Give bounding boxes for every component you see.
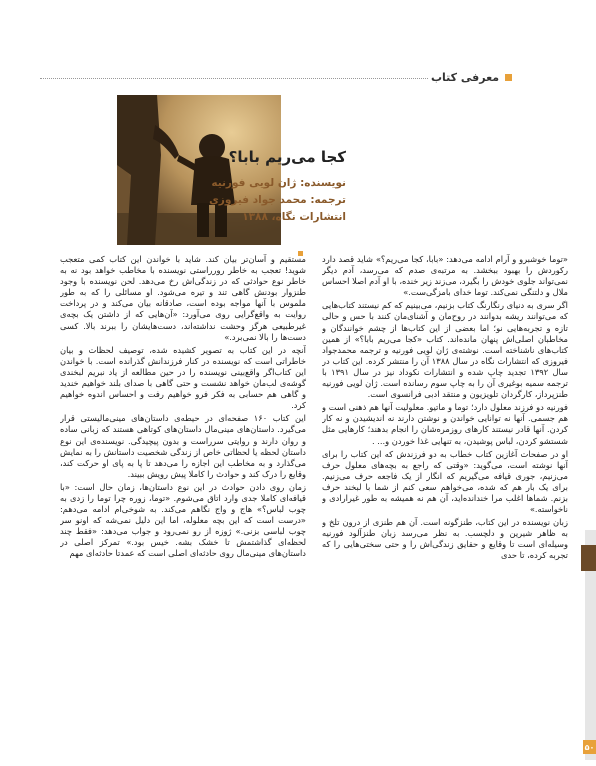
paragraph: «توما خوشبرو و آرام ادامه می‌دهد: «بابا، کجا می‌ریم؟» شاید قصد دارد رکوردش را بهبود ببخشد. به مرتبه‌ی صدم که می‌رسد، آدم دیگر نمی‌تواند جلوی خودش را بگیرد، می‌زند زیر خنده، با او آدم اصلا احساس ملال و دلتنگی نمی‌کند. توما خدای بامزگی‌ست.»	[322, 254, 568, 298]
book-title: کجا می‌ریم بابا؟	[228, 148, 346, 166]
paragraph: زبان نویسنده در این کتاب، طنزگونه است. آن هم طنزی از درون تلخ و به ظاهر شیرین و دلچسب. به نظر می‌رسد زبان طنزآلود فورنیه وسیله‌ای است تا وقایع و حقایق زندگی‌اش را و حتی سختی‌هایی را که تجربه کرده، تا حدی	[322, 517, 568, 561]
paragraph: این کتاب ۱۶۰ صفحه‌ای در حیطه‌ی داستان‌های مینی‌مالیستی قرار می‌گیرد. داستان‌های مینی‌مال داستان‌های کوتاهی هستند که زبانی ساده و روان دارند و روایتی سرراست و بدون پیچیدگی. نویسنده‌ی این نوع داستان لحظه یا لحظاتی خاص از زندگی شخصیت داستانش را به نمایش می‌گذارد و به مخاطب این اجازه را می‌دهد تا پا به پای او حرکت کند، وقایع را درک کند و حوادث را کاملا پیش رویش ببیند.	[60, 413, 306, 479]
paragraph: او در صفحات آغازین کتاب خطاب به دو فرزندش که این کتاب را برای آنها نوشته است، می‌گوید: «وقتی که راجع به بچه‌های معلول حرف می‌زنیم، جوری قیافه می‌گیریم که انگار از یک فاجعه حرف می‌زنیم. برای یک بار هم که شده، می‌خواهم سعی کنم از شما با لبخند حرف بزنم. شماها اغلب مرا خندانده‌اید، آن هم نه همیشه به طور غیرارادی و ناخواسته.»	[322, 448, 568, 515]
section-header	[431, 66, 556, 88]
article-column-left	[60, 254, 306, 754]
page-number-badge	[583, 740, 596, 754]
header-divider	[40, 78, 428, 80]
section-bullet-icon	[505, 74, 512, 81]
book-meta	[166, 175, 346, 226]
paragraph: فورنیه دو فرزند معلول دارد؛ توما و ماتیو. معلولیت آنها هم ذهنی است و هم جسمی. آنها نه توانایی خواندن و نوشتن دارند نه اندیشیدن و نه کار کردن. آنها قادر نیستند کارهای روزمره‌شان را انجام بدهند؛ کارهایی مثل شستشو کردن، لباس پوشیدن، به تنهایی غذا خوردن و... .	[322, 402, 568, 446]
translator-line: ترجمه: محمد جواد فیروزی	[209, 194, 346, 206]
paragraph: اگر سری به دنیای رنگارنگ کتاب بزنیم، می‌بینیم که کم نیستند کتاب‌هایی که می‌توانند ریشه بدوانند در روح‌مان و آشنای‌مان کنند با حس و حالی تازه و تجربه‌هایی نو؛ اما بعضی از این کتاب‌ها از چشم خوانندگان و مخاطبان اصلی‌اش پنهان مانده‌اند. کتاب «کجا می‌ریم بابا؟» از همین کتاب‌های ناشناخته است. نوشته‌ی ژان لویی فورنیه و ترجمه محمدجواد فیروزی که انتشارات نگاه در سال ۱۳۸۸ آن را منتشر کرده. این کتاب در سال ۱۳۹۲ تجدید چاپ شده و انتشارات نکوداد نیز در سال ۱۳۹۱ با ترجمه سمیه بوغیری آن را به چاپ سوم رسانده است. ژان لویی فورنیه طنزپرداز، کارگردان تلویزیون و منتقد ادبی فرانسوی است.	[322, 300, 568, 400]
author-line: نویسنده: ژان لویی فورنیه	[211, 177, 346, 189]
paragraph: زمان روی دادن حوادث در این نوع داستان‌ها، زمان حال است: «با قیافه‌ای کاملا جدی وارد اتاق می‌شوم. «توما، زوره چرا توما را زدی به چوب لباس؟» هاج و واج نگاهم می‌کند. به شوخی‌ام ادامه می‌دهم: «درست است که این بچه معلوله، اما این دلیل نمی‌شه که اونو سر چوب لباسی بزنی.» ژوزه از رو نمی‌رود و جواب می‌دهد: «فقط چند لحظه‌ای گذاشتمش تا خشک بشه. خیس بود.» تمرکز اصلی در داستان‌های مینی‌مال روی حادثه‌ای اصلی است که عمدتا حادثه‌ای مهم	[60, 481, 306, 559]
article-column-right	[322, 254, 568, 754]
page-number: ۵۰	[584, 742, 595, 752]
publisher-line: انتشارات نگاه، ۱۳۸۸	[242, 211, 346, 223]
magazine-logo-icon	[581, 545, 596, 571]
paragraph: آنچه در این کتاب به تصویر کشیده شده، توصیف لحظات و بیان خاطراتی است که نویسنده در کنار فرزندانش گذرانده است. با خواندن این کتاب‌اگر واقع‌بینی نویسنده را در حین مطالعه از یاد نبریم لبخندی گوشه‌ی لب‌مان خواهد نشست و حتی گاهی با صدای بلند خواهیم خندید و گاهی هم حسابی به فکر فرو خواهیم رفت و احساس اندوه خواهیم کرد.	[60, 344, 306, 411]
paragraph: مستقیم و آسان‌تر بیان کند. شاید با خواندن این کتاب کمی متعجب شوید! تعجب به خاطر رورراستی نویسنده با مخاطب خواهد بود نه به خاطر نوع حوادثی که در زندگی‌اش رخ می‌دهد. لحن نویسنده با وجود طنزوار بودنش گاهی تند و تیره می‌شود. او مسائلی را که به طور ملموس با آنها مواجه بوده است، صادقانه بیان می‌کند و در پرداخت روایت به واقع‌گرایی روی می‌آورد: «آن‌هایی که از داشتن یک بچه‌ی غیرطبیعی هرگز وحشت نداشته‌اند، دست‌هایشان را ببرند بالا. کسی دست‌ها را بالا نمی‌برد.»	[60, 254, 306, 342]
section-title: معرفی کتاب	[431, 70, 500, 84]
